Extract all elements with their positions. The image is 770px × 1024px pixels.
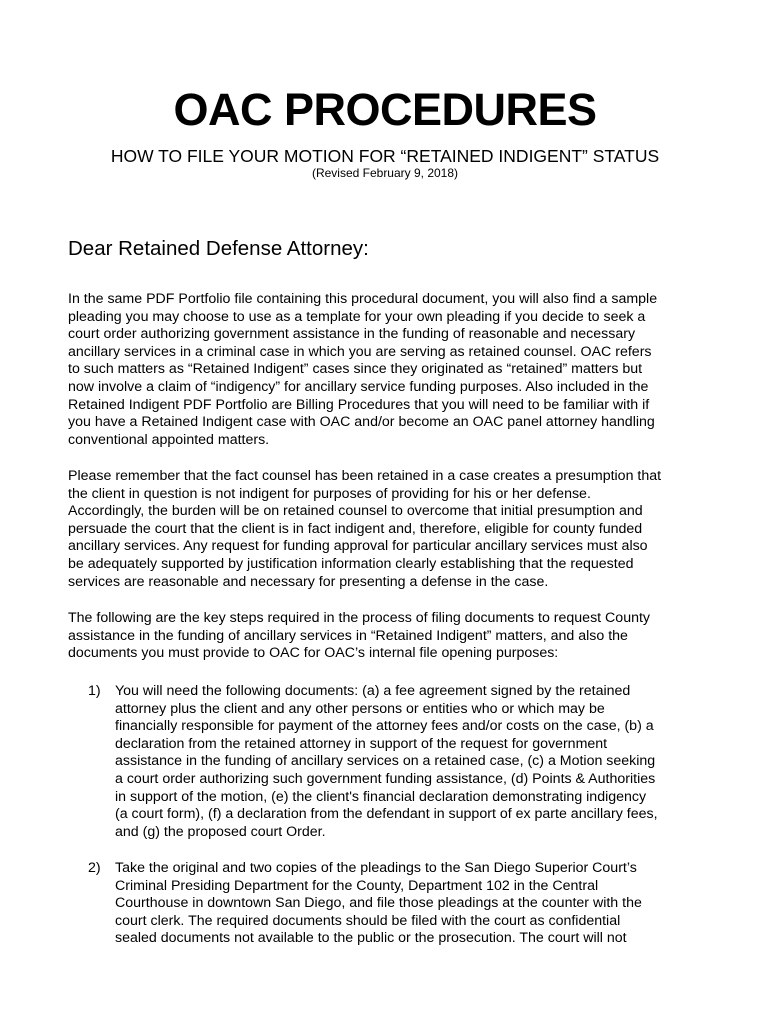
text-line: in support of the motion, (e) the client's financial declaration demonstrating indigency bbox=[115, 788, 647, 805]
salutation: Dear Retained Defense Attorney: bbox=[68, 237, 369, 260]
text-line: be adequately supported by justification information clearly establishing that the requested bbox=[68, 555, 634, 572]
text-line: to such matters as “Retained Indigent” cases since they originated as “retained” matters but bbox=[68, 361, 643, 378]
text-line: Courthouse in downtown San Diego, and file those pleadings at the counter with the bbox=[115, 895, 642, 912]
page-subtitle: HOW TO FILE YOUR MOTION FOR “RETAINED INDIGENT” STATUS bbox=[110, 146, 660, 166]
text-line: sealed documents not available to the public or the prosecution. The court will not bbox=[115, 930, 627, 947]
text-line: ancillary services. Any request for funding approval for particular ancillary services must also bbox=[68, 538, 648, 555]
list-item-text bbox=[115, 683, 705, 841]
text-line: services are reasonable and necessary for presenting a defense in the case. bbox=[68, 573, 549, 590]
text-line: documents you must provide to OAC for OAC’s internal file opening purposes: bbox=[68, 645, 559, 662]
text-line: the client in question is not indigent for purposes of providing for his or her defense. bbox=[68, 485, 591, 502]
page-title: OAC PROCEDURES bbox=[173, 84, 597, 135]
text-line: declaration from the retained attorney in support of the request for government bbox=[115, 735, 608, 752]
text-line: and (g) the proposed court Order. bbox=[115, 823, 326, 840]
text-line: financially responsible for payment of the attorney fees and/or costs on the case, (b) a bbox=[115, 718, 654, 735]
text-line: persuade the court that the client is in fact indigent and, therefore, eligible for county funded bbox=[68, 520, 643, 537]
text-line: you have a Retained Indigent case with OAC and/or become an OAC panel attorney handling bbox=[68, 414, 655, 431]
text-line: Take the original and two copies of the pleadings to the San Diego Superior Court’s bbox=[115, 860, 637, 876]
paragraph-key-steps bbox=[68, 610, 708, 663]
text-line: a court order authorizing such government funding assistance, (d) Points & Authorities bbox=[115, 770, 656, 787]
text-line: court order authorizing government assistance in the funding of reasonable and necessary bbox=[68, 326, 636, 343]
text-line: attorney plus the client and any other persons or entities who or which may be bbox=[115, 700, 605, 717]
list-item-text bbox=[115, 860, 705, 948]
text-line: conventional appointed matters. bbox=[68, 431, 270, 448]
text-line: Criminal Presiding Department for the County, Department 102 in the Central bbox=[115, 877, 599, 894]
text-line: pleading you may choose to use as a template for your own pleading if you decide to seek a bbox=[68, 308, 646, 325]
text-line: ancillary services in a criminal case in which you are serving as retained counsel. OAC refers bbox=[68, 343, 652, 360]
text-line: now involve a claim of “indigency” for ancillary service funding purposes. Also included in the bbox=[68, 378, 649, 395]
text-line: Please remember that the fact counsel has been retained in a case creates a presumption that bbox=[68, 468, 662, 484]
text-line: (a court form), (f) a declaration from the defendant in support of ex parte ancillary fees, bbox=[115, 806, 658, 823]
text-line: assistance in the funding of ancillary services on a retained case, (c) a Motion seeking bbox=[115, 753, 656, 770]
text-line: court clerk. The required documents should be filed with the court as confidential bbox=[115, 912, 621, 929]
text-line: Accordingly, the burden will be on retained counsel to overcome that initial presumption and bbox=[68, 503, 643, 520]
paragraph-presumption bbox=[68, 468, 708, 591]
paragraph-intro bbox=[68, 291, 708, 449]
list-number: 2) bbox=[88, 860, 101, 876]
text-line: Retained Indigent PDF Portfolio are Billing Procedures that you will need to be familiar with if bbox=[68, 396, 650, 413]
text-line: assistance in the funding of ancillary services in “Retained Indigent” matters, and also the bbox=[68, 627, 628, 644]
text-line: You will need the following documents: (a) a fee agreement signed by the retained bbox=[115, 683, 631, 699]
list-number: 1) bbox=[88, 683, 101, 699]
text-line: The following are the key steps required in the process of filing documents to request County bbox=[68, 610, 651, 626]
revision-date: (Revised February 9, 2018) bbox=[311, 166, 459, 180]
text-line: In the same PDF Portfolio file containing this procedural document, you will also find a sample bbox=[68, 291, 658, 307]
